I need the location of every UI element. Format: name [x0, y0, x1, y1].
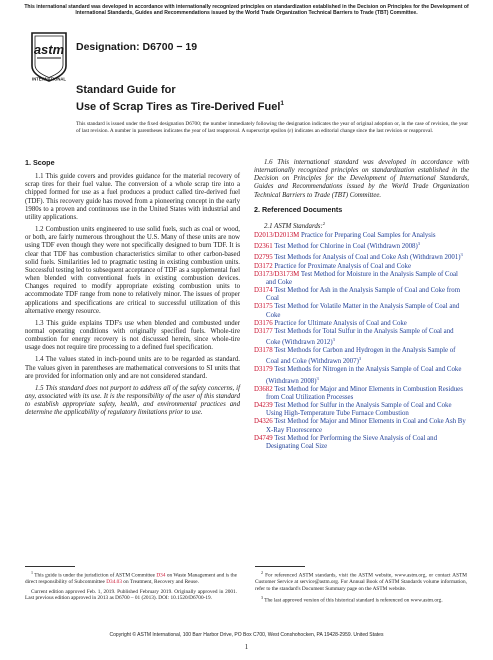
reference-title-link[interactable]: Test Methods for Carbon and Hydrogen in the Analysis Sample of Coal and Coke (Withdrawn 2007): [266, 347, 456, 366]
scope-1-2: 1.2 Combustion units engineered to use solid fuels, such as coal or wood, or both, are fairly numerous throughout the U.S. Many of these units are now using TDF even though they were not specifically designed to burn TDF. It is clear that TDF has combustion characteristics similar to other carbon-based solid fuels. Similarities led to pragmatic testing in existing combustion units. Successful testing led to subsequent acceptance of TDF as a supplemental fuel when blended with conventional fuels in existing combustion devices. Changes required to modify appropriate existing combustion units to accommodate TDF range from none to relatively minor. The issues of proper applications and specifications are critical to successful utilization of this alternative energy resource.: [25, 226, 240, 315]
scope-heading: 1. Scope: [25, 158, 55, 167]
reference-item: [254, 232, 469, 240]
reference-item: [254, 402, 469, 418]
reference-footnote-mark[interactable]: 3: [332, 336, 335, 342]
footnote-1-text-a: This guide is under the jurisdiction of ASTM Committee: [34, 572, 155, 579]
reference-title-link[interactable]: Test Methods for Nitrogen in the Analysis Sample of Coal and Coke (Withdrawn 2008): [266, 366, 462, 385]
reference-title-link[interactable]: Practice for Ultimate Analysis of Coal and Coke: [274, 319, 407, 327]
reference-item: [254, 263, 469, 271]
reference-item: [254, 435, 469, 451]
subcommittee-link[interactable]: D34.03: [106, 579, 122, 586]
scope-1-4: 1.4 The values stated in inch-pound units are to be regarded as standard. The values given in parentheses are mathematical conversions to SI units that are provided for information only and are not considered standard.: [25, 356, 240, 380]
reference-title-link[interactable]: Test Method for Sulfur in the Analysis Sample of Coal and Coke Using High-Temperature Tube Furnace Combustion: [266, 402, 452, 418]
footnote-divider-left: [25, 566, 75, 567]
reference-code-link[interactable]: D4239: [254, 402, 273, 410]
reference-title-link[interactable]: Test Methods for Total Sulfur in the Analysis Sample of Coal and Coke (Withdrawn 2012): [266, 327, 454, 346]
footnotes-left: [25, 570, 237, 605]
reference-list: [254, 232, 469, 451]
reference-item: [254, 347, 469, 366]
scope-1-6: 1.6 This international standard was developed in accordance with internationally recognized principles on standardization established in the Decision on Principles for the Development of International Standards, Guides and Recommendations issued by the World Trade Organization Technical Barriers to Trade (TBT) Committee.: [254, 159, 469, 199]
reference-item: [254, 271, 469, 287]
reference-code-link[interactable]: D3682: [254, 385, 273, 393]
reference-code-link[interactable]: D2361: [254, 243, 273, 251]
right-column: [254, 159, 469, 451]
committee-link[interactable]: D34: [156, 572, 166, 579]
title-text: Use of Scrap Tires as Tire-Derived Fuel: [76, 101, 281, 113]
reference-footnote-mark[interactable]: 3: [460, 252, 463, 258]
page-number: 1: [244, 643, 249, 651]
designation: Designation: D6700 − 19: [76, 41, 198, 53]
reference-item: [254, 386, 469, 402]
scope-1-3: 1.3 This guide explains TDF's use when blended and combusted under normal operating conditions with originally specified fuels. Whole-tire combustion for energy recovery is not discussed herein, since whole-tire usage does not require tire processing to a defined fuel specification.: [25, 319, 240, 352]
reference-item: [254, 328, 469, 347]
footnote-divider-right: [255, 566, 305, 567]
reference-code-link[interactable]: D3174: [254, 287, 273, 295]
reference-title-link[interactable]: Test Method for Chlorine in Coal (Withdrawn 2008): [274, 243, 418, 251]
reference-item: [254, 240, 469, 251]
footnote-2-text: For referenced ASTM standards, visit the ASTM website, www.astm.org, or contact ASTM Customer Service at service@astm.org. For Annual Book of ASTM Standards volume information, refer to the standard's Document Summary page on the ASTM website.: [255, 572, 468, 592]
reference-item: [254, 251, 469, 262]
reference-item: [254, 366, 469, 385]
reference-footnote-mark[interactable]: 3: [316, 375, 319, 381]
svg-text:astm: astm: [33, 42, 65, 57]
footnote-1-text-b: on Waste Management and is the direct responsibility of Subcommittee: [25, 572, 238, 586]
reference-code-link[interactable]: D3178: [254, 347, 273, 355]
reference-footnote-mark[interactable]: 3: [417, 241, 420, 247]
scope-1-1: 1.1 This guide covers and provides guidance for the material recovery of scrap tires for their fuel value. The conversion of a whole scrap tire into a chipped formed for use as a fuel produces a product called tire-derived fuel (TDF). This recovery guide has moved from a pioneering concept in the early 1980s to a proven and continuous use in the United States with industrial and utility applications.: [25, 173, 240, 221]
footnote-3-text: The last approved version of this historical standard is referenced on www.astm.org.: [264, 597, 443, 604]
logo-text: INTERNATIONAL: [32, 76, 66, 82]
reference-code-link[interactable]: D3179: [254, 366, 273, 374]
astm-standards-intro: [254, 220, 469, 231]
footnote-1-mark: 1: [31, 570, 33, 575]
reference-code-link[interactable]: D2795: [254, 254, 273, 262]
footnote-2: [255, 570, 467, 592]
reference-title-link[interactable]: Test Method for Major and Minor Elements in Coal and Coke Ash By X-Ray Fluorescence: [266, 418, 466, 434]
footnote-2-mark: 2: [261, 570, 263, 575]
copyright-line: Copyright © ASTM International, 100 Barr Harbor Drive, PO Box C700, West Conshohocken, PA 19428-2959. United States: [109, 632, 384, 638]
reference-item: [254, 287, 469, 303]
reference-title-link[interactable]: Test Method for Volatile Matter in the Analysis Sample of Coal and Coke: [266, 303, 460, 319]
footnote-1-text-c: on Treatment, Recovery and Reuse.: [123, 579, 199, 586]
reference-title-link[interactable]: Test Method for Major and Minor Elements in Combustion Residues from Coal Utilization Processes: [266, 385, 463, 401]
reference-title-link[interactable]: Practice for Preparing Coal Samples for Analysis: [300, 232, 436, 240]
title-footnote-mark[interactable]: 1: [280, 100, 285, 107]
footnote-3: [255, 595, 467, 604]
reference-title-link[interactable]: Test Methods for Analysis of Coal and Coke Ash (Withdrawn 2001): [274, 254, 461, 262]
reference-title-link[interactable]: Test Method for Ash in the Analysis Sample of Coal and Coke from Coal: [266, 287, 461, 303]
reference-item: [254, 418, 469, 434]
astm-standards-footnote-mark[interactable]: 2: [322, 220, 325, 226]
reference-code-link[interactable]: D3176: [254, 319, 273, 327]
reference-title-link[interactable]: Test Method for Performing the Sieve Analysis of Coal and Designating Coal Size: [266, 434, 438, 450]
scope-1-5: 1.5 This standard does not purport to address all of the safety concerns, if any, associated with its use. It is the responsibility of the user of this standard to establish appropriate safety, health, and environmental practices and determine the applicability of regulatory limitations prior to use.: [25, 384, 240, 417]
reference-code-link[interactable]: D3175: [254, 303, 273, 311]
astm-standards-label: 2.1 ASTM Standards:: [264, 222, 323, 230]
reference-code-link[interactable]: D4749: [254, 434, 273, 442]
reference-code-link[interactable]: D2013/D2013M: [254, 232, 300, 240]
footnotes-right: [255, 570, 467, 607]
footnote-1: [25, 570, 237, 586]
issued-note: This standard is issued under the fixed designation D6700; the number immediately following the designation indicates the year of original adoption or, in the case of revision, the year of last revision. A number in parentheses indicates the year of last reapproval. A superscript epsilon (ε) indicates an editorial change since the last revision or reapproval.: [76, 121, 468, 134]
reference-code-link[interactable]: D3173/D3173M: [254, 270, 300, 278]
standard-type: Standard Guide for: [76, 84, 176, 96]
reference-title-link[interactable]: Practice for Proximate Analysis of Coal and Coke: [274, 262, 412, 270]
reference-footnote-mark[interactable]: 3: [358, 356, 362, 362]
reference-title-link[interactable]: Test Method for Moisture in the Analysis Sample of Coal and Coke: [266, 270, 458, 286]
footnote-1-edition: Current edition approved Feb. 1, 2019. Published February 2019. Originally approved in 2001. Last previous edition approved in 2013 as D6700 – 01 (2013). DOI: 10.1520/D6700-19.: [25, 588, 237, 602]
reference-item: [254, 320, 469, 328]
footnote-3-mark: 3: [261, 595, 263, 601]
left-column: [25, 159, 240, 422]
astm-logo-icon: [28, 30, 70, 84]
reference-item: [254, 303, 469, 319]
reference-code-link[interactable]: D4326: [254, 418, 273, 426]
references-heading: 2. Referenced Documents: [254, 204, 343, 214]
reference-code-link[interactable]: D3177: [254, 327, 273, 335]
reference-code-link[interactable]: D3172: [254, 262, 273, 270]
page-title: [76, 97, 284, 114]
tbt-notice: This international standard was developed in accordance with internationally recognized principles on standardization established in the Decision on Principles for the Development of International Standards, Guides and Recommendations issued by the World Trade Organization Technical Barriers to Trade (TBT) Committee.: [24, 4, 469, 17]
